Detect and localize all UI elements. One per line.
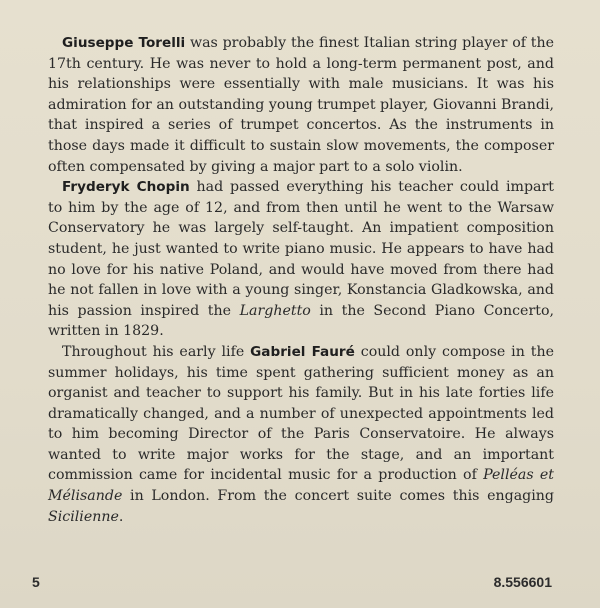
- paragraph-text: was probably the finest Italian string player of the 17th century. He was never to hold a long-term permanent post, and his relationships were essentially with male musicians. It was his admiration for an outstanding young trumpet player, Giovanni Brandi, that inspired a series of trumpet concertos. As the instruments in those days made it difficult to sustain slow movements, the composer often compensated by giving a major part to a solo violin.: [48, 35, 554, 175]
- paragraph-text: .: [118, 508, 124, 525]
- composer-name: Gabriel Fauré: [250, 343, 355, 360]
- composer-name: Fryderyk Chopin: [62, 179, 190, 196]
- work-title: Larghetto: [239, 302, 311, 319]
- paragraph-faure: [48, 342, 554, 527]
- composer-name: Giuseppe Torelli: [62, 35, 186, 51]
- catalog-number: 8.556601: [493, 574, 552, 590]
- page-number: 5: [32, 574, 40, 590]
- work-title: Pelléas et Mélisande: [48, 467, 555, 505]
- paragraph-text: in London. From the concert suite comes this engaging: [122, 488, 554, 505]
- body-text: [48, 33, 554, 527]
- paragraph-text: in the Second Piano Concerto, written in 1829.: [48, 302, 554, 340]
- paragraph-text: had passed everything his teacher could impart to him by the age of 12, and from then until he went to the Warsaw Conservatory he was largely self-taught. An impatient composition student, he just wanted to write piano music. He appears to have had no love for his native Poland, and would have moved from there had he not fallen in love with a young singer, Konstancia Gladkowska, and his passion inspired the: [48, 179, 554, 319]
- work-title: Sicilienne: [48, 508, 119, 525]
- paragraph-torelli: [48, 33, 554, 177]
- paragraph-text: could only compose in the summer holidays, his time spent gathering sufficient money as an organist and teacher to support his family. But in his late forties life dramatically changed, and a number of unexpected appointments led to him becoming Director of the Paris Conservatoire. He always wanted to write major works for the stage, and an important commission came for incidental music for a production of: [48, 343, 554, 484]
- paragraph-text: Throughout his early life: [62, 343, 251, 360]
- paragraph-chopin: [48, 177, 554, 342]
